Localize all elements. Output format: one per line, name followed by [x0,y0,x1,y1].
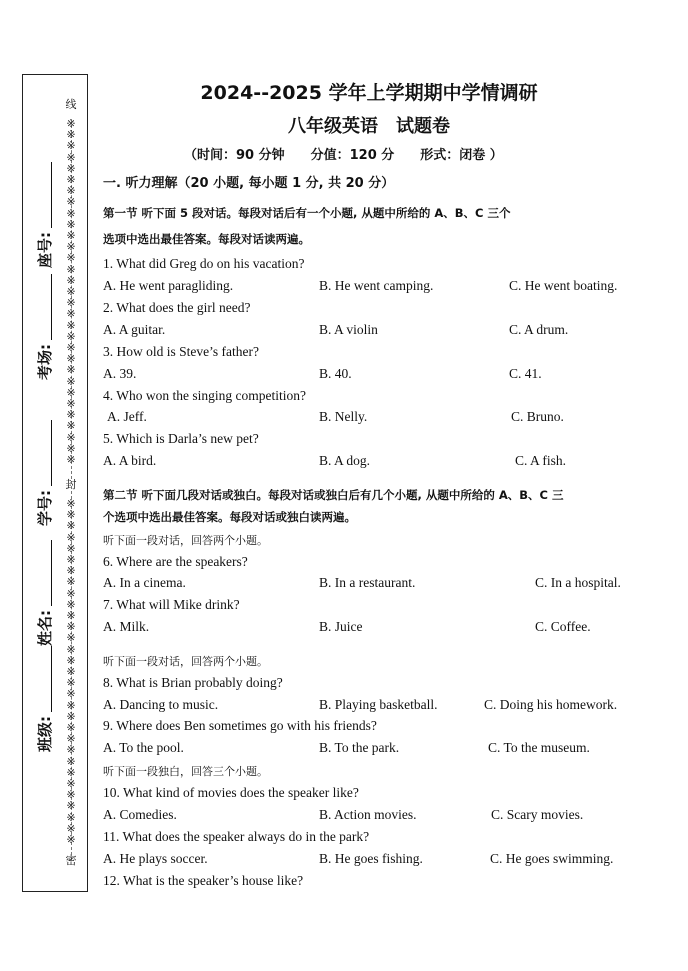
binding-margin [22,74,88,892]
section2-hint-2: 听下面一段对话，回答两个小题。 [103,655,268,668]
q3-option-b: B. 40. [319,366,352,381]
q4-option-c: C. Bruno. [511,409,564,424]
q2-option-a: A. A guitar. [103,322,166,337]
q8-option-b: B. Playing basketball. [319,697,438,712]
field-student-id [34,420,55,526]
question-1: 1. What did Greg do on his vacation? [103,256,305,271]
question-12: 12. What is the speaker’s house like? [103,873,304,888]
field-seat [34,162,55,268]
section2-hint-3: 听下面一段独白，回答三个小题。 [103,765,268,778]
star-column-lower: ※※※※※※※※※※※※※※※※※※※※※※※※※※※※※※※ [66,498,76,844]
q7-option-a: A. Milk. [103,619,150,634]
q9-option-c: C. To the museum. [488,740,590,755]
q9-option-a: A. To the pool. [103,740,184,755]
field-class-label: 班级: [36,716,54,752]
question-11: 11. What does the speaker always do in the park? [103,829,370,844]
question-5: 5. Which is Darla’s new pet? [103,431,259,446]
field-exam-room-label: 考场: [36,344,54,380]
q7-option-c: C. Coffee. [535,619,591,634]
question-8: 8. What is Brian probably doing? [103,675,283,690]
q11-option-c: C. He goes swimming. [490,851,614,866]
field-student-id-label: 学号: [36,490,54,526]
question-4: 4. Who won the singing competition? [103,388,306,403]
q8-option-a: A. Dancing to music. [103,697,219,712]
exam-title: 2024--2025 学年上学期期中学情调研 [200,82,538,104]
q1-option-c: C. He went boating. [509,278,618,293]
field-name-label: 姓名: [36,610,54,646]
q2-option-c: C. A drum. [509,322,569,337]
q11-option-b: B. He goes fishing. [319,851,423,866]
q4-option-b: B. Nelly. [319,409,368,424]
q5-option-c: C. A fish. [515,453,567,468]
field-exam-room [34,274,55,380]
question-10: 10. What kind of movies does the speaker like? [103,785,359,800]
field-name [34,540,55,646]
part1-heading: 一. 听力理解（20 小题, 每小题 1 分, 共 20 分） [103,176,395,191]
field-exam-room-blank[interactable] [40,274,52,340]
section1-instruction-line1: 第一节 听下面 5 段对话。每段对话后有一个小题, 从题中所给的 A、B、C 三个 [103,206,511,220]
q6-option-a: A. In a cinema. [103,575,186,590]
q1-option-a: A. He went paragliding. [103,278,234,293]
cut-mark-middle: 封 [65,478,77,491]
q6-option-b: B. In a restaurant. [319,575,416,590]
q4-option-a: A. Jeff. [107,409,147,424]
exam-info: （时间：90 分钟 分值：120 分 形式：闭卷 ） [184,148,503,163]
question-3: 3. How old is Steve’s father? [103,344,259,359]
q10-option-a: A. Comedies. [103,807,177,822]
section2-hint-1: 听下面一段对话，回答两个小题。 [103,534,268,547]
q9-option-b: B. To the park. [319,740,400,755]
cut-mark-bottom: 密 [65,854,77,867]
q2-option-b: B. A violin [319,322,378,337]
question-2: 2. What does the girl need? [103,300,251,315]
q10-option-b: B. Action movies. [319,807,417,822]
field-student-id-blank[interactable] [40,420,52,486]
exam-subtitle: 八年级英语 试题卷 [288,116,450,137]
field-seat-blank[interactable] [40,162,52,228]
field-class [34,646,55,752]
cut-mark-top: 线 [65,98,77,111]
question-7: 7. What will Mike drink? [103,597,240,612]
star-column-upper: ※※※※※※※※※※※※※※※※※※※※※※※※※※※※※※※ [66,118,76,466]
q6-option-c: C. In a hospital. [535,575,621,590]
q3-option-a: A. 39. [103,366,137,381]
field-seat-label: 座号: [36,232,54,268]
field-class-blank[interactable] [40,646,52,712]
section1-instruction-line2: 选项中选出最佳答案。每段对话读两遍。 [103,232,310,246]
section2-instruction-line1: 第二节 听下面几段对话或独白。每段对话或独白后有几个小题, 从题中所给的 A、B、C 三 [103,488,564,502]
q11-option-a: A. He plays soccer. [103,851,208,866]
q10-option-c: C. Scary movies. [491,807,584,822]
question-9: 9. Where does Ben sometimes go with his friends? [103,718,377,733]
q5-option-b: B. A dog. [319,453,371,468]
question-6: 6. Where are the speakers? [103,554,248,569]
section2-instruction-line2: 个选项中选出最佳答案。每段对话或独白读两遍。 [103,510,356,524]
q5-option-a: A. A bird. [103,453,157,468]
q1-option-b: B. He went camping. [319,278,434,293]
q3-option-c: C. 41. [509,366,542,381]
q8-option-c: C. Doing his homework. [484,697,618,712]
field-name-blank[interactable] [40,540,52,606]
q7-option-b: B. Juice [319,619,363,634]
